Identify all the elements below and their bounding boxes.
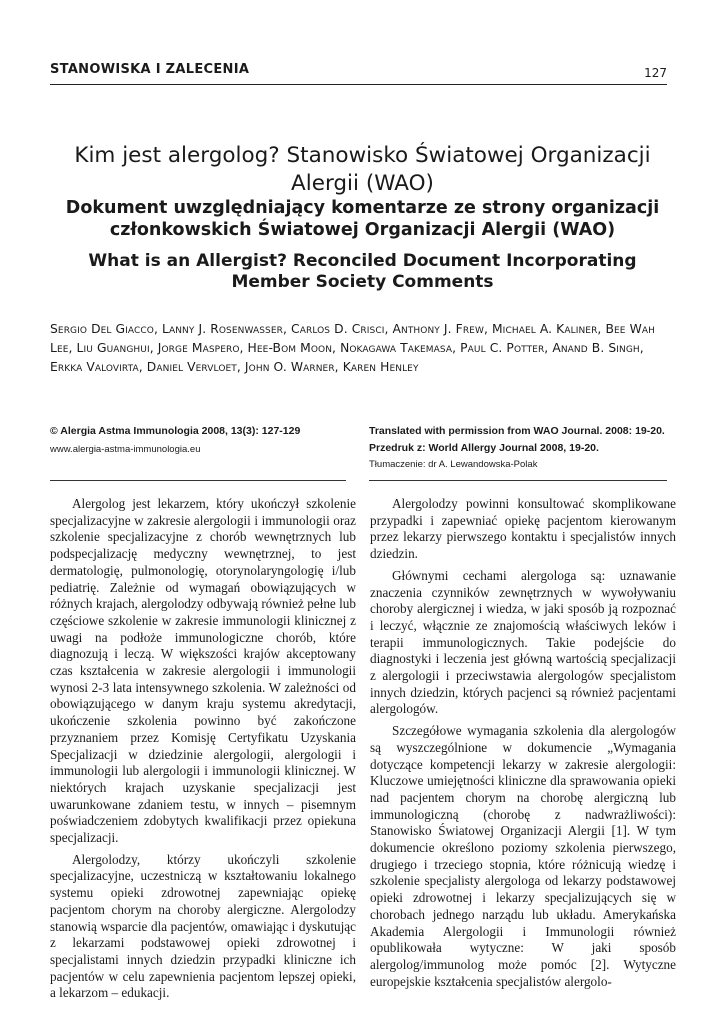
page-number: 127	[644, 66, 667, 80]
body-column-left	[50, 496, 356, 1007]
citation-block	[50, 423, 350, 457]
website-link[interactable]: www.alergia-astma-immunologia.eu	[50, 444, 201, 455]
author-list: Sergio Del Giacco, Lanny J. Rosenwasser, Carlos D. Crisci, Anthony J. Frew, Michael A. Kaliner, Bee Wah Lee, Liu Guanghui, Jorge Maspero, Hee-Bom Moon, Nokagawa Takemasa, Paul C. Potter, Anand B. Singh, Erkka Valovirta, Daniel Vervloet, John O. Warner, Karen Henley	[50, 322, 655, 374]
paragraph: Alergolodzy powinni konsultować skomplikowane przypadki i zapewniać opiekę pacjentom kierowanym przez lekarzy pierwszego kontaktu i specjalistów innych dziedzin.	[370, 496, 676, 562]
section-label: STANOWISKA I ZALECENIA	[50, 62, 250, 77]
paragraph: Alergolodzy, którzy ukończyli szkolenie specjalizacyjne, uczestniczą w kształtowaniu lokalnego systemu opieki zdrowotnej zapewniając opiekę pacjentom chorym na choroby alergiczne. Alergolodzy stanowią wsparcie dla pacjentów, omawiając i dyskutując z lekarzami podstawowej opieki zdrowotnej i specjalistami innych dziedzin przypadki kliniczne ich pacjentów w celu zapewnienia pacjentom lepszej opieki, a lekarzom – edukacji.	[50, 851, 356, 1001]
divider-right	[369, 480, 667, 481]
subtitle-polish: Dokument uwzględniający komentarze ze strony organizacji członkowskich Światowej Organizacji Alergii (WAO)	[65, 198, 660, 240]
running-header	[50, 62, 667, 86]
title-polish: Kim jest alergolog? Stanowisko Światowej Organizacji Alergii (WAO)	[74, 143, 651, 196]
body-column-right	[370, 496, 676, 995]
paragraph: Alergolog jest lekarzem, który ukończył szkolenie specjalizacyjne w zakresie alergologii i immunologii oraz szkolenie specjalizacyjne z chorób wewnętrznych lub podspecjalizację medyczny wewnętrznej, to jest dermatologię, pulmonologię, otorynolaryngologię i/lub pediatrię. Zależnie od wymagań obowiązujących w różnych krajach, alergolodzy odbywają również pełne lub częściowe szkolenie w zakresie immunologii klinicznej z uwagi na podłoże immunologiczne chorób, które diagnozują i leczą. W większości krajów akceptowany czas kształcenia w zakresie alergologii i immunologii wynosi 2-3 lata intensywnego szkolenia. W zależności od obowiązującego w danym kraju systemu akredytacji, ukończenie szkolenia powinno być zakończone przyznaniem przez Komisję Certyfikatu Uzyskania Specjalizacji w dziedzinie alergologii, alergologii i immunologii lub alergologii i immunologii klinicznej. W niektórych krajach uzyskanie specjalizacji jest uwarunkowane zdaniem testu, w innych – pisemnym poświadczeniem zdobytych kwalifikacji przez opiekuna specjalizacji.	[50, 496, 356, 846]
translation-block	[369, 423, 669, 472]
reprint-note: Przedruk z: World Allergy Journal 2008, 19-20.	[369, 442, 599, 454]
header-rule	[50, 84, 667, 85]
translation-note: Translated with permission from WAO Journal. 2008: 19-20.	[369, 425, 665, 437]
paragraph: Głównymi cechami alergologa są: uznawanie znaczenia czynników zewnętrznych w wywoływaniu choroby alergicznej i wiedza, w jaki sposób ją rozpoznać i leczyć, włącznie ze znajomością właściwych leków i terapii immunologicznych. Takie podejście do diagnostyki i leczenia jest główną wartością specjalizacji z alergologii i przeciwstawia alergologów specjalistom innych dziedzin, których pacjenci są również pacjentami alergologów.	[370, 567, 676, 717]
title-english: What is an Allergist? Reconciled Document Incorporating Member Society Comments	[88, 251, 637, 292]
paragraph: Szczegółowe wymagania szkolenia dla alergologów są wyszczególnione w dokumencie „Wymagania dotyczące kompetencji lekarzy w zakresie alergologii: Kluczowe umiejętności kliniczne dla sprawowania opieki nad pacjentem chorym na chorobę alergiczną lub immunologiczną (chorobę z nadwrażliwości): Stanowisko Światowej Organizacji Alergii [1]. W tym dokumencie określono poziomy szkolenia pierwszego, drugiego i trzeciego stopnia, które różnicują wiedzę i szkolenie specjalisty alergologa od lekarzy podstawowej opieki zdrowotnej i lekarzy specjalizujących się w chorobach jednego narządu lub układu. Amerykańska Akademia Alergologii i Immunologii również opublikowała wytyczne: W jaki sposób alergolog/immunolog może pomóc [2]. Wytyczne europejskie kształcenia specjalistów alergolo-	[370, 723, 676, 989]
translator-note: Tłumaczenie: dr A. Lewandowska-Polak	[369, 459, 538, 470]
divider-left	[50, 480, 346, 481]
citation: © Alergia Astma Immunologia 2008, 13(3): 127-129	[50, 425, 301, 437]
